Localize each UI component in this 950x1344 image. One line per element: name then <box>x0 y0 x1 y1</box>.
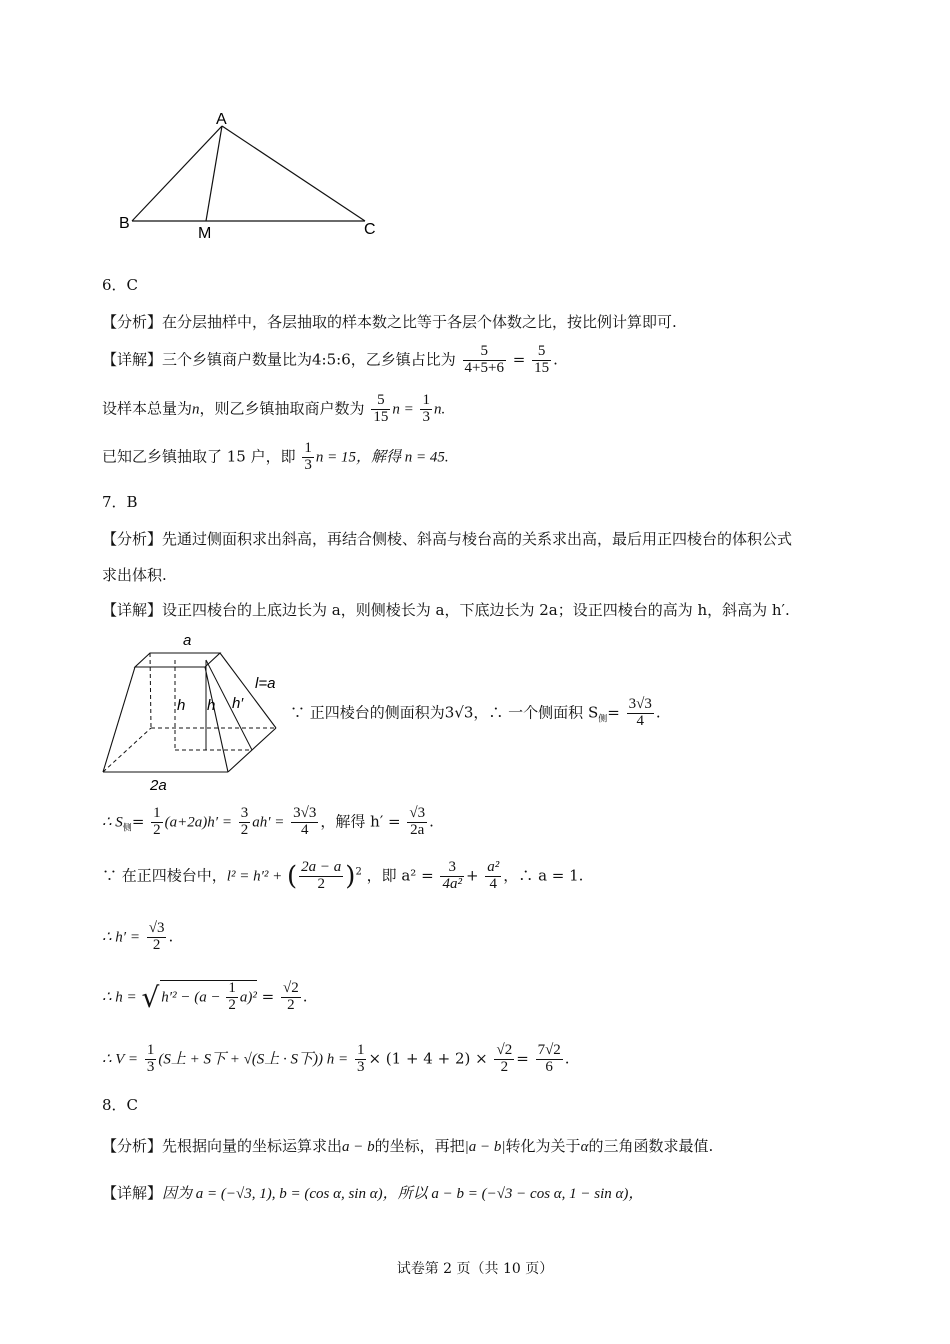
fraction: $\frac{3√3}{4}$ <box>628 696 652 729</box>
label-bottom-2a: 2a <box>150 777 167 794</box>
q7-line-2: ∴ $S_侧=$ $\frac{1}{2}$ (a+2a)h′ = $\frac{3}{2}$ ah′ = $\frac{3√3}{4}$ ，解得 h′ = $\frac{√3}{2a}$ . <box>102 805 434 838</box>
vertex-c-label: C <box>364 221 376 238</box>
q7-detail-line-1: 【详解】设正四棱台的上底边长为 a，则侧棱长为 a，下底边长为 2a；设正四棱台的高为 h，斜高为 h′. <box>102 601 790 619</box>
q7-line-5: ∴ h = √ h′² − (a − $\frac{1}{2}$ a)² = $\frac{√2}{2}$ . <box>102 980 308 1014</box>
label-h1: h <box>177 697 186 714</box>
q6-detail-line-1: 【详解】三个乡镇商户数量比为4:5:6，乙乡镇占比为 $\frac{5}{4+5+6}$ = $\frac{5}{15}$ . <box>102 343 558 376</box>
q8-analysis: 【分析】先根据向量的坐标运算求出a − b的坐标，再把|a − b|转化为关于α的三角函数求最值. <box>102 1137 714 1155</box>
fraction: $\frac{1}{3}$ <box>422 392 430 425</box>
label-top-a: a <box>183 632 192 649</box>
q7-analysis-line-2: 求出体积. <box>102 566 167 584</box>
q6-analysis <box>102 311 677 332</box>
detail-tag: 【详解】 <box>102 350 163 369</box>
q8-detail: 【详解】因为 a = (−√3, 1), b = (cos α, sin α)，所以 a − b = (−√3 − cos α, 1 − sin α)， <box>102 1184 644 1202</box>
fraction: $\frac{5}{15}$ <box>373 392 389 425</box>
label-hp: h′ <box>232 695 244 712</box>
q7-line-4: ∴ h′ = $\frac{√3}{2}$ . <box>102 920 174 953</box>
q7-line-3: ∵ 在正四棱台中，l² = h′² + ( $\frac{2a - a}{2}$ )$^2$ ，即 a² = $\frac{3}{\text{4a²}}$ + $\frac{\text{a²}}{4}$ ，∴ a = 1. <box>102 859 584 892</box>
q7-analysis-line-1: 【分析】先通过侧面积求出斜高，再结合侧棱、斜高与棱台高的关系求出高，最后用正四棱台的体积公式 <box>102 530 793 548</box>
q6-detail-line-2: 设样本总量为n，则乙乡镇抽取商户数为 $\frac{5}{15}$ n = $\frac{1}{3}$ n. <box>102 392 446 425</box>
q7-line-6: ∴ V = $\frac{1}{3}$ (S上 + S下 + √(S上 · S下)) h = $\frac{1}{3}$ × (1 + 4 + 2) × $\frac{√2}{2}$ = $\frac{7√2}{6}$ . <box>102 1042 570 1075</box>
fraction: $\frac{5}{15}$ <box>534 343 550 376</box>
fraction: $\frac{1}{3}$ <box>304 440 312 473</box>
label-h2: h <box>207 697 216 714</box>
vertex-b-label: B <box>119 215 130 232</box>
q7-number: 7．B <box>102 493 138 511</box>
detail-text: 三个乡镇商户数量比为4:5:6，乙乡镇占比为 <box>162 350 456 369</box>
page-footer: 试卷第 2 页（共 10 页） <box>396 1261 554 1277</box>
fraction: $\frac{5}{4+5+6}$ <box>464 343 504 376</box>
analysis-text: 在分层抽样中，各层抽取的样本数之比等于各层个体数之比，按比例计算即可. <box>162 313 677 331</box>
analysis-tag: 【分析】 <box>102 313 163 331</box>
vertex-a-label: A <box>216 111 227 128</box>
vertex-m-label: M <box>198 225 212 242</box>
triangle-figure <box>110 108 390 243</box>
q6-number: 6．C <box>102 276 139 294</box>
q8-number: 8．C <box>102 1096 139 1114</box>
q6-detail-line-3: 已知乙乡镇抽取了 15 户，即 $\frac{1}{3}$ n = 15，解得 n = 45. <box>102 440 449 473</box>
frustum-figure <box>95 628 295 796</box>
label-l: l=a <box>255 675 276 692</box>
q7-lateral-area: ∵ 正四棱台的侧面积为3√3，∴ 一个侧面积 $S_侧=$ $\frac{3√3}{4}$ . <box>290 696 661 729</box>
